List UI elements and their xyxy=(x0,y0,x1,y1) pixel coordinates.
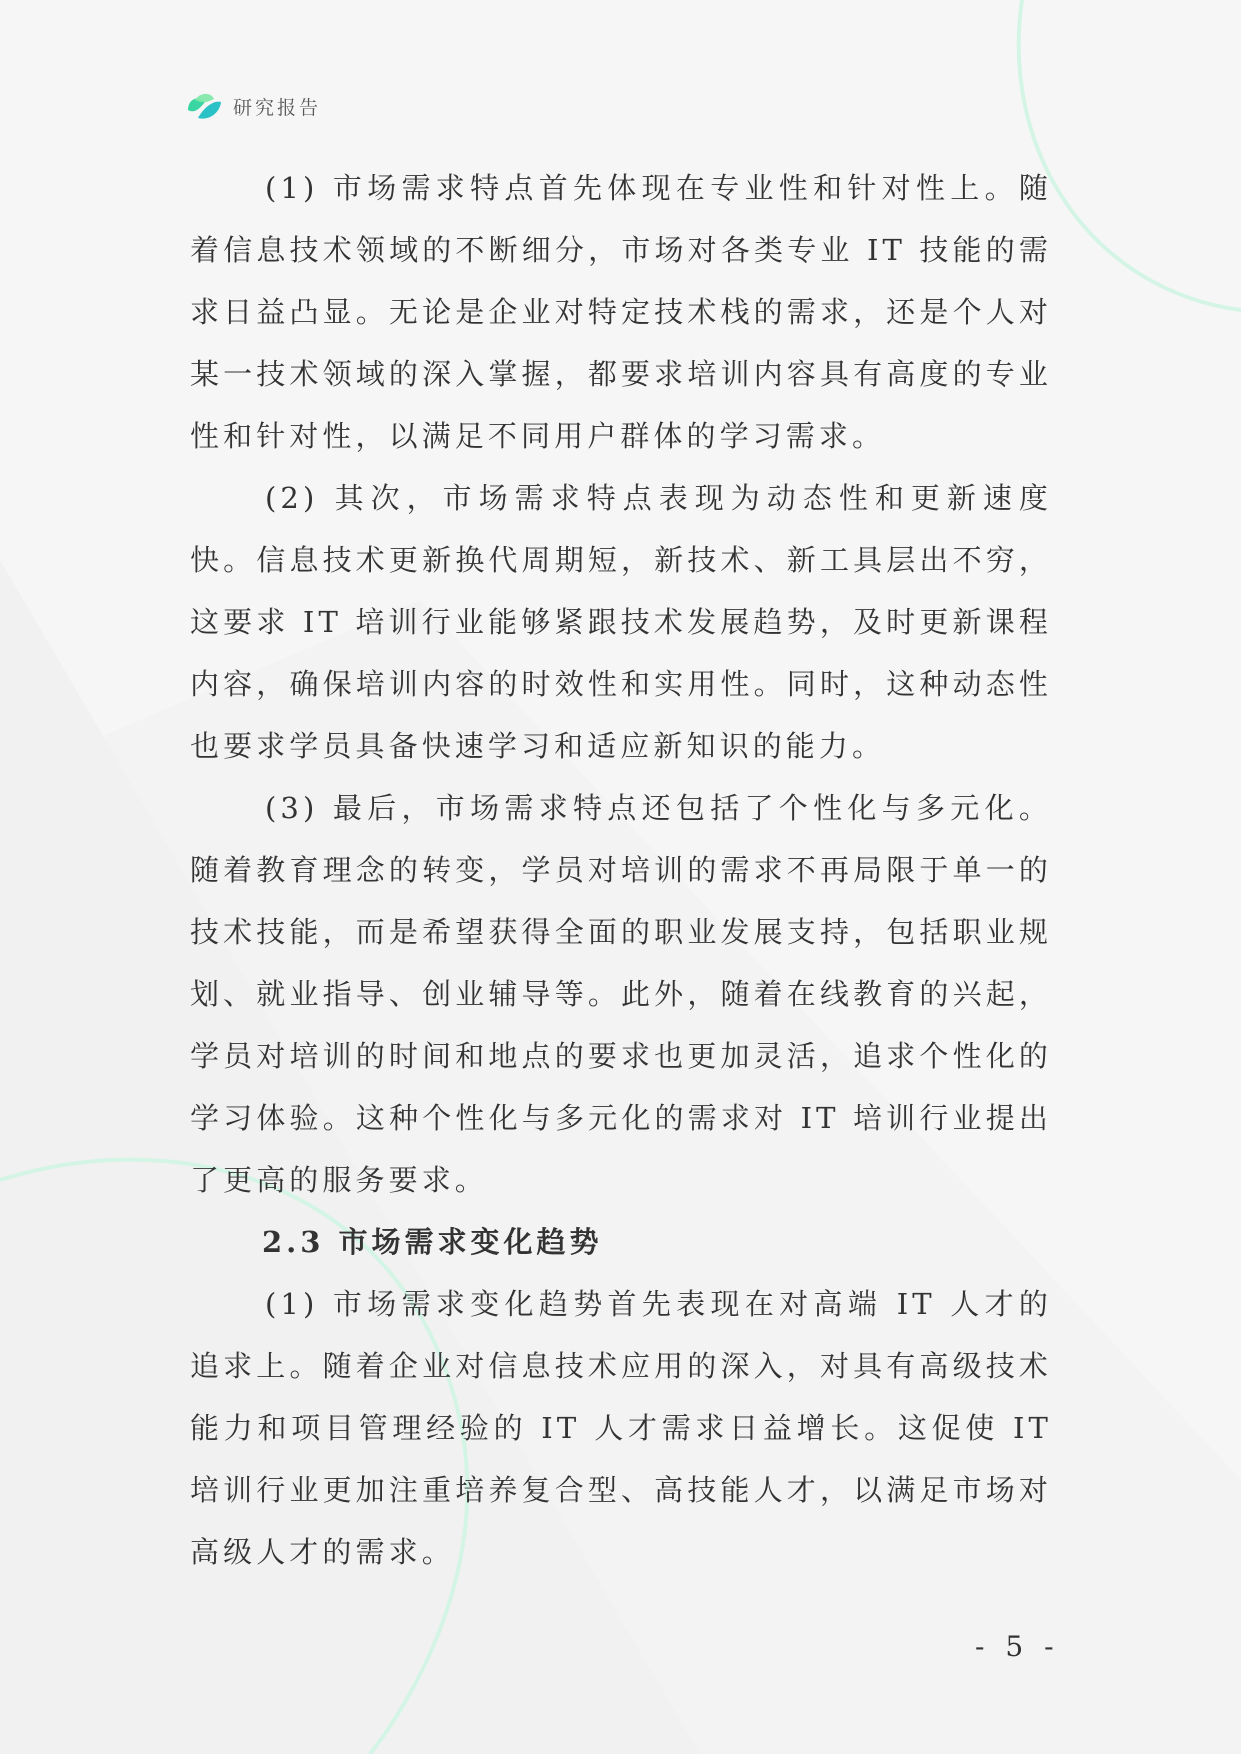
paragraph: (2) 其次，市场需求特点表现为动态性和更新速度快。信息技术更新换代周期短，新技术、新工具层出不穷，这要求 IT 培训行业能够紧跟技术发展趋势，及时更新课程内容，确保培训内容的时效性和实用性。同时，这种动态性也要求学员具备快速学习和适应新知识的能力。 xyxy=(190,481,1052,763)
paragraph: (1) 市场需求变化趋势首先表现在对高端 IT 人才的追求上。随着企业对信息技术应用的深入，对具有高级技术能力和项目管理经验的 IT 人才需求日益增长。这促使 IT 培训行业更加注重培养复合型、高技能人才，以满足市场对高级人才的需求。 xyxy=(190,1287,1052,1569)
leaf-logo-icon xyxy=(185,90,223,122)
header-title: 研究报告 xyxy=(233,96,322,119)
paragraph: (3) 最后，市场需求特点还包括了个性化与多元化。随着教育理念的转变，学员对培训的需求不再局限于单一的技术技能，而是希望获得全面的职业发展支持，包括职业规划、就业指导、创业辅导等。此外，随着在线教育的兴起，学员对培训的时间和地点的要求也更加灵活，追求个性化的学习体验。这种个性化与多元化的需求对 IT 培训行业提出了更高的服务要求。 xyxy=(190,791,1052,1197)
paragraph: (1) 市场需求特点首先体现在专业性和针对性上。随着信息技术领域的不断细分，市场对各类专业 IT 技能的需求日益凸显。无论是企业对特定技术栈的需求，还是个人对某一技术领域的深入掌握，都要求培训内容具有高度的专业性和针对性，以满足不同用户群体的学习需求。 xyxy=(190,171,1052,453)
document-body xyxy=(190,157,1052,1583)
section-heading: 2.3 市场需求变化趋势 xyxy=(262,1225,603,1259)
document-header xyxy=(185,88,321,124)
arc-decoration-top-right xyxy=(1019,0,1241,310)
page-number: - 5 - xyxy=(975,1630,1060,1663)
